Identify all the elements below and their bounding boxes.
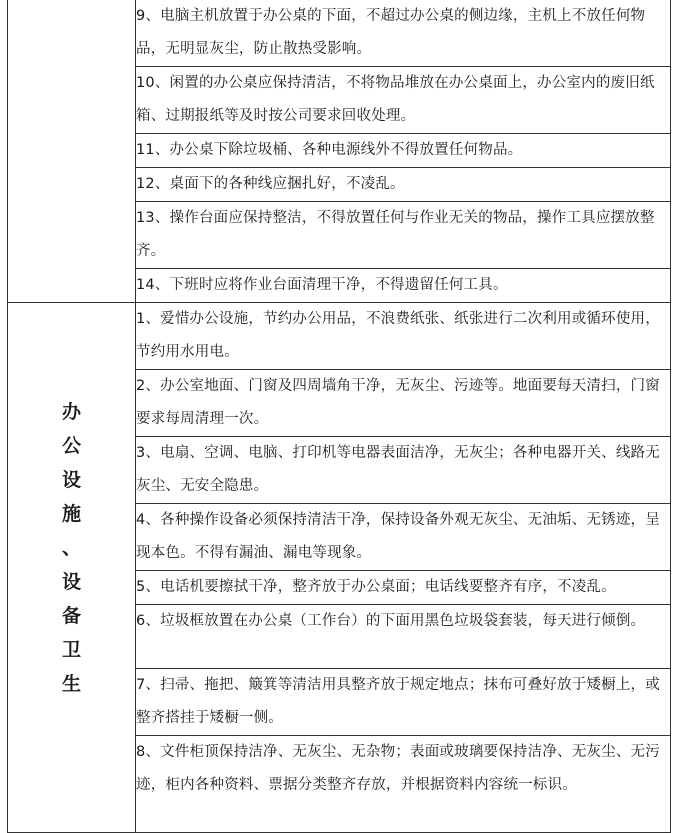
rule-item-7: 7、扫帚、拖把、簸箕等清洁用具整齐放于规定地点；抹布可叠好放于矮橱上，或整齐搭挂于矮橱一侧。 [136, 669, 671, 736]
rule-item-2: 2、办公室地面、门窗及四周墙角干净，无灰尘、污迹等。地面要每天清扫，门窗要求每周清理一次。 [136, 370, 671, 437]
rules-table [7, 0, 671, 833]
category-char: 生 [61, 673, 81, 695]
category-label [8, 303, 135, 701]
rule-item-6: 6、垃圾框放置在办公桌（工作台）的下面用黑色垃圾袋套装，每天进行倾倒。 [136, 605, 671, 669]
rule-item-5: 5、电话机要擦拭干净，整齐放于办公桌面；电话线要整齐有序，不凌乱。 [136, 571, 671, 605]
category-char: 设 [61, 571, 81, 593]
table-row [8, 0, 671, 67]
rule-item-3: 3、电扇、空调、电脑、打印机等电器表面洁净，无灰尘；各种电器开关、线路无灰尘、无安全隐患。 [136, 437, 671, 504]
category-char: 办 [61, 401, 81, 423]
category-char: 备 [61, 605, 81, 627]
category-char: 设 [61, 469, 81, 491]
category-char: 卫 [61, 639, 81, 661]
category-cell [8, 303, 136, 833]
rule-item-14: 14、下班时应将作业台面清理干净，不得遗留任何工具。 [136, 269, 671, 303]
rule-item-10: 10、闲置的办公桌应保持清洁，不将物品堆放在办公桌面上，办公室内的废旧纸箱、过期报纸等及时按公司要求回收处理。 [136, 67, 671, 134]
category-char: 、 [61, 537, 81, 559]
rule-item-12: 12、桌面下的各种线应捆扎好，不凌乱。 [136, 168, 671, 202]
rule-item-13: 13、操作台面应保持整洁，不得放置任何与作业无关的物品，操作工具应摆放整齐。 [136, 202, 671, 269]
rule-item-11: 11、办公桌下除垃圾桶、各种电源线外不得放置任何物品。 [136, 134, 671, 168]
rule-item-4: 4、各种操作设备必须保持清洁干净，保持设备外观无灰尘、无油垢、无锈迹，呈现本色。不得有漏油、漏电等现象。 [136, 504, 671, 571]
category-char: 公 [61, 435, 81, 457]
category-char: 施 [61, 503, 81, 525]
rule-item-1: 1、爱惜办公设施，节约办公用品，不浪费纸张、纸张进行二次利用或循环使用，节约用水用电。 [136, 303, 671, 370]
category-cell-empty [8, 0, 136, 303]
rule-item-9: 9、电脑主机放置于办公桌的下面，不超过办公桌的侧边缘，主机上不放任何物品，无明显灰尘，防止散热受影响。 [136, 0, 671, 67]
rule-item-8: 8、文件柜顶保持洁净、无灰尘、无杂物；表面或玻璃要保持洁净、无灰尘、无污迹，柜内各种资料、票据分类整齐存放，并根据资料内容统一标识。 [136, 736, 671, 833]
table-row [8, 303, 671, 370]
